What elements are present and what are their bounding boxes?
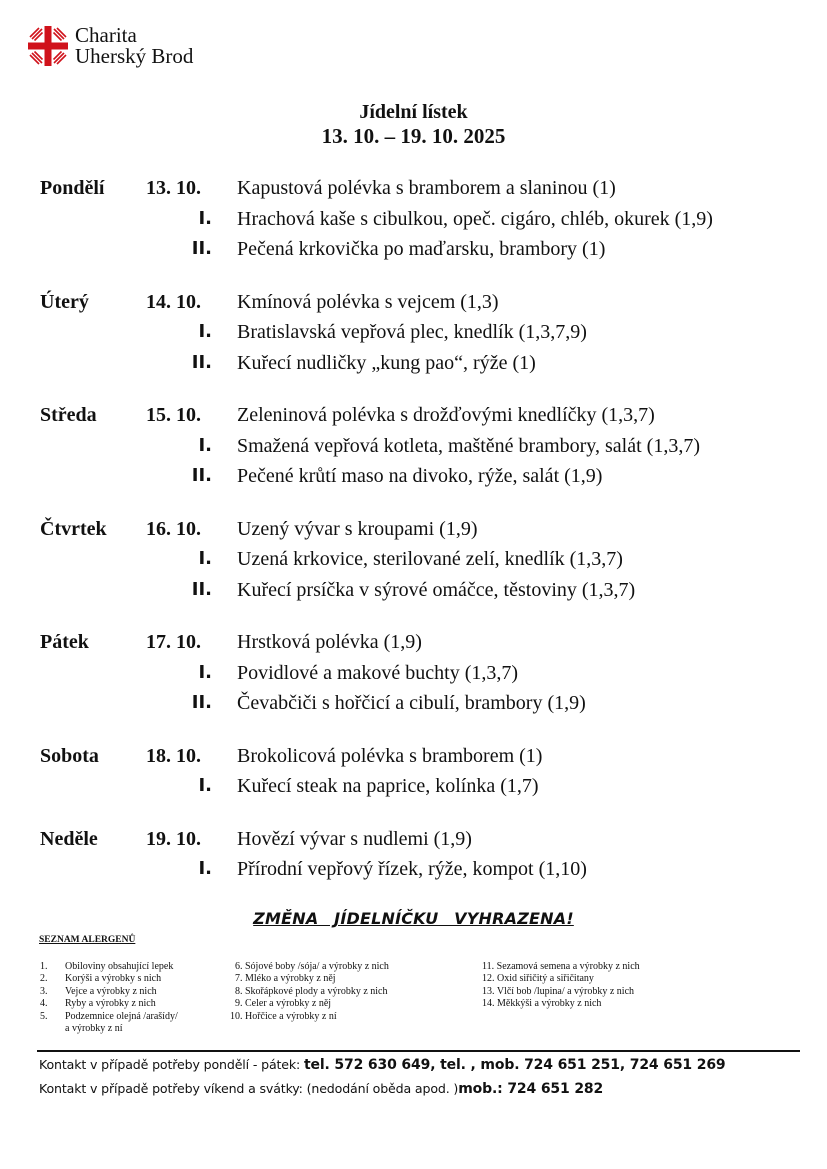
day-name: Pondělí — [40, 177, 105, 199]
meal-number: II. — [191, 465, 212, 486]
allergen-item: 7. Mléko a výrobky z něj — [235, 973, 336, 985]
meal-number: II. — [191, 692, 212, 713]
contact-weekdays-phones: tel. 572 630 649, tel. , mob. 724 651 251, 724 651 269 — [304, 1057, 726, 1073]
day-name: Středa — [40, 404, 97, 426]
contact-weekdays-label: Kontakt v případě potřeby pondělí - pátek: — [39, 1057, 301, 1072]
allergen-item: 5. Podzemnice olejná /arašídy/ — [40, 1010, 178, 1022]
contact-weekend — [39, 1081, 603, 1097]
weekly-menu — [0, 174, 827, 908]
meal-number: II. — [191, 351, 212, 373]
meal-dish: Kuřecí prsíčka v sýrové omáčce, těstoviny (1,3,7) — [237, 578, 636, 601]
day-date: 16. 10. — [146, 517, 201, 540]
day-block — [0, 628, 827, 720]
day-name: Sobota — [40, 744, 99, 767]
logo-line-2: Uherský Brod — [75, 44, 194, 68]
day-block — [0, 401, 827, 493]
footer-divider — [37, 1050, 800, 1052]
day-block — [0, 825, 827, 886]
meal-dish: Čevabčiči s hořčicí a cibulí, brambory (1,9) — [237, 692, 586, 714]
day-block — [0, 742, 827, 803]
allergen-item: 2. Korýši a výrobky s nich — [40, 973, 162, 985]
allergen-list-title: SEZNAM ALERGENŮ — [39, 935, 136, 945]
allergen-item: 12. Oxid siřičitý a siřičitany — [482, 973, 594, 985]
meal-dish: Kuřecí nudličky „kung pao“, rýže (1) — [237, 351, 536, 374]
charita-cross-icon — [27, 25, 69, 67]
day-date: 17. 10. — [146, 631, 201, 653]
allergen-item: 10. Hořčice a výrobky z ní — [230, 1010, 337, 1022]
meal-number: I. — [198, 858, 212, 879]
allergen-item: 11. Sezamová semena a výrobky z nich — [482, 961, 640, 972]
meal-number: I. — [198, 321, 212, 342]
day-block — [0, 515, 827, 607]
allergen-item: 3. Vejce a výrobky z nich — [40, 985, 157, 997]
day-date: 13. 10. — [146, 177, 201, 199]
day-date: 18. 10. — [146, 744, 201, 767]
allergen-item: 4. Ryby a výrobky z nich — [40, 998, 156, 1010]
meal-dish: Uzená krkovice, sterilované zelí, knedlík (1,3,7) — [237, 548, 623, 570]
notice-text: ZMĚNA JÍDELNÍČKU VYHRAZENA! — [253, 909, 574, 928]
meal-number: II. — [191, 238, 212, 259]
soup: Hovězí vývar s nudlemi (1,9) — [237, 827, 472, 850]
allergen-item: 9. Celer a výrobky z něj — [235, 998, 332, 1010]
meal-number: I. — [198, 207, 212, 229]
day-name: Čtvrtek — [40, 517, 107, 540]
page-title: Jídelní lístek — [359, 101, 468, 123]
meal-dish: Hrachová kaše s cibulkou, opeč. cigáro, chléb, okurek (1,9) — [237, 207, 713, 230]
day-date: 15. 10. — [146, 404, 201, 426]
contact-weekend-label: Kontakt v případě potřeby víkend a svátky: (nedodání oběda apod. ) — [39, 1081, 459, 1096]
contact-weekdays — [39, 1057, 726, 1073]
meal-dish: Pečené krůtí maso na divoko, rýže, salát (1,9) — [237, 465, 603, 487]
meal-number: I. — [198, 661, 212, 683]
soup: Kapustová polévka s bramborem a slaninou (1) — [237, 177, 616, 199]
meal-number: I. — [198, 775, 212, 796]
meal-number: II. — [191, 578, 212, 600]
allergen-column-2 — [230, 961, 389, 1023]
day-block — [0, 288, 827, 380]
soup: Uzený vývar s kroupami (1,9) — [237, 517, 478, 540]
meal-dish: Povidlové a makové buchty (1,3,7) — [237, 661, 519, 684]
day-name: Pátek — [40, 631, 89, 653]
meal-dish: Pečená krkovička po maďarsku, brambory (1) — [237, 238, 606, 260]
allergen-column-1 — [40, 961, 178, 1035]
soup: Zeleninová polévka s drožďovými knedlíčky (1,3,7) — [237, 404, 655, 426]
allergen-item: 1. Obiloviny obsahující lepek — [40, 961, 174, 972]
day-date: 14. 10. — [146, 290, 201, 313]
logo-line-1: Charita — [75, 23, 137, 47]
contact-weekend-phone: mob.: 724 651 282 — [458, 1081, 604, 1097]
menu-change-notice — [0, 909, 827, 928]
charita-logo — [27, 25, 193, 67]
day-block — [0, 174, 827, 266]
allergen-item: 14. Měkkýši a výrobky z nich — [482, 998, 602, 1010]
allergen-item: 6. Sójové boby /sója/ a výrobky z nich — [235, 961, 389, 972]
soup: Kmínová polévka s vejcem (1,3) — [237, 290, 499, 313]
soup: Brokolicová polévka s bramborem (1) — [237, 744, 543, 767]
meal-dish: Přírodní vepřový řízek, rýže, kompot (1,10) — [237, 858, 587, 880]
meal-number: I. — [198, 434, 212, 456]
soup: Hrstková polévka (1,9) — [237, 631, 422, 653]
day-date: 19. 10. — [146, 827, 201, 850]
date-range: 13. 10. – 19. 10. 2025 — [321, 124, 506, 148]
allergen-column-3 — [482, 961, 640, 1011]
day-name: Úterý — [40, 290, 89, 313]
day-name: Neděle — [40, 827, 98, 850]
meal-number: I. — [198, 548, 212, 569]
allergen-item-continued: a výrobky z ní — [65, 1023, 123, 1035]
meal-dish: Bratislavská vepřová plec, knedlík (1,3,7,9) — [237, 321, 587, 343]
meal-dish: Smažená vepřová kotleta, maštěné brambory, salát (1,3,7) — [237, 434, 700, 457]
allergen-item: 8. Skořápkové plody a výrobky z nich — [235, 985, 388, 997]
meal-dish: Kuřecí steak na paprice, kolínka (1,7) — [237, 775, 539, 797]
allergen-item: 13. Vlčí bob /lupina/ a výrobky z nich — [482, 985, 635, 997]
